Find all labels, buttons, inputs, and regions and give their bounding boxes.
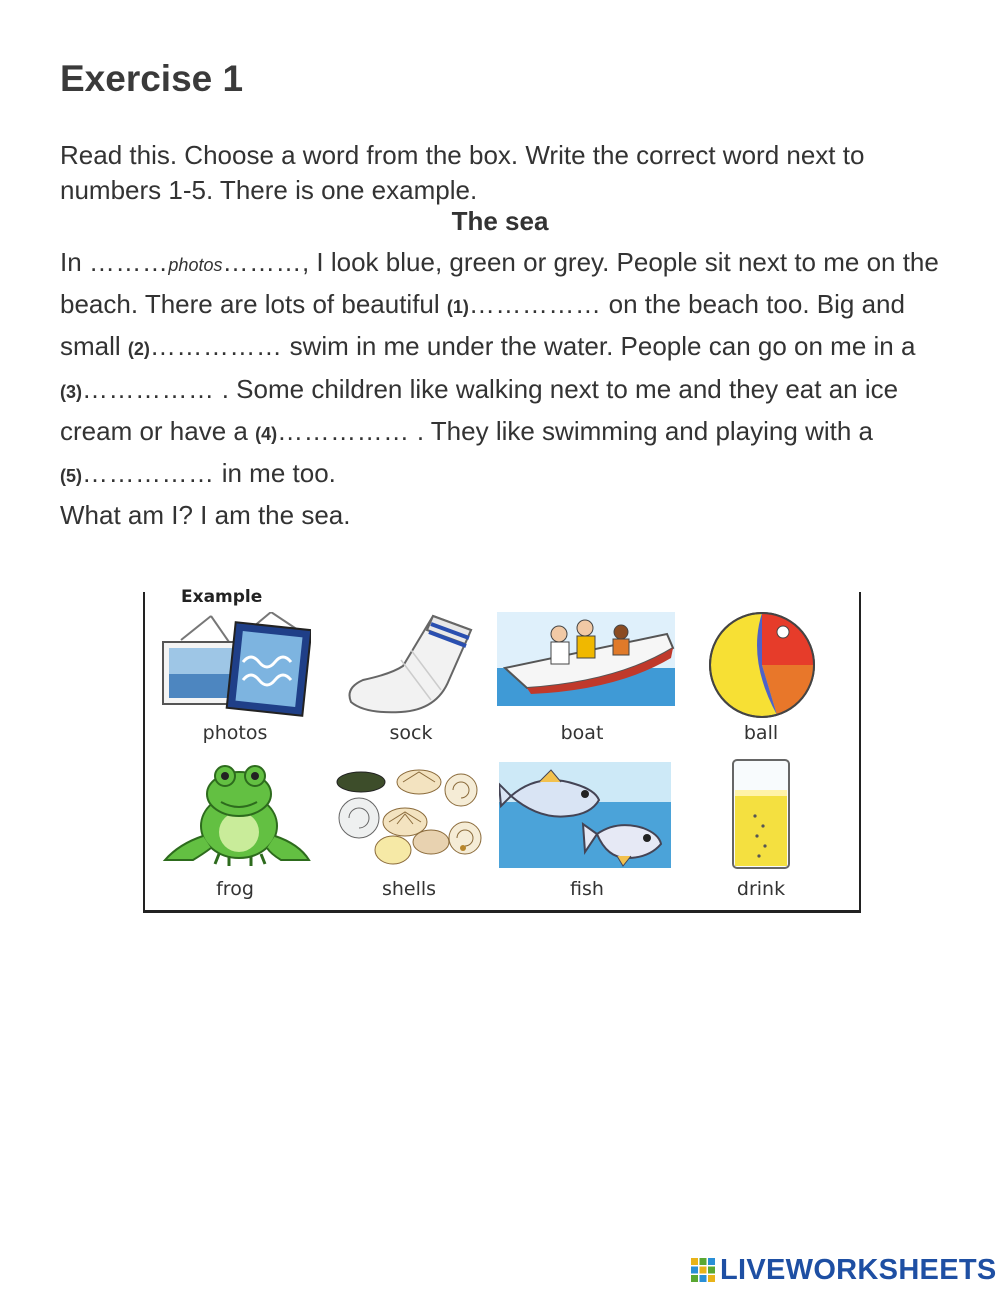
- exercise-title: Exercise 1: [60, 58, 244, 99]
- brand-logo: [690, 1253, 997, 1287]
- passage-text: on the beach too. Big and small: [60, 289, 905, 362]
- blank-number-3: (3): [60, 381, 82, 402]
- drink-picture: [729, 756, 793, 872]
- blank-number-2: (2): [127, 339, 150, 360]
- word-photos: photos: [202, 722, 268, 744]
- passage-text: . They like swimming and playing with a: [409, 415, 873, 446]
- answer-blank-1[interactable]: ……………: [468, 289, 602, 320]
- word-fish: fish: [570, 878, 604, 900]
- liveworksheets-logo-icon: [690, 1257, 716, 1283]
- word-frog: frog: [216, 878, 254, 900]
- ball-picture: [707, 610, 817, 720]
- word-drink: drink: [736, 878, 786, 900]
- example-dots-left: ………: [88, 247, 169, 277]
- word-ball: ball: [743, 722, 779, 744]
- answer-blank-2[interactable]: ……………: [149, 331, 283, 362]
- photos-picture: [159, 612, 311, 718]
- passage-text: In: [60, 247, 89, 277]
- blank-number-1: (1): [446, 297, 469, 318]
- story-title: The sea: [451, 206, 549, 236]
- answer-blank-3[interactable]: ……………: [82, 373, 215, 404]
- passage: [60, 243, 960, 535]
- word-box-label: Example: [181, 587, 263, 607]
- fish-picture: [499, 762, 671, 868]
- blank-number-4: (4): [255, 423, 278, 444]
- frog-picture: [159, 764, 313, 870]
- brand-name: LIVEWORKSHEETS: [720, 1253, 997, 1286]
- passage-text: swim in me under the water. People can go on me in a: [282, 331, 916, 362]
- instructions: Read this. Choose a word from the box. Write the correct word next to numbers 1-5. There is one example.: [60, 140, 865, 205]
- example-dots-right: ………: [222, 247, 302, 277]
- passage-text: in me too.: [214, 458, 336, 489]
- word-shells: shells: [381, 878, 437, 900]
- boat-picture: [497, 612, 675, 706]
- word-box: [143, 587, 861, 913]
- sock-picture: [341, 610, 481, 718]
- shells-picture: [333, 768, 485, 868]
- answer-blank-4[interactable]: ……………: [277, 415, 410, 446]
- passage-text: , I look blue, green or grey. People sit next to me on the beach. There are lots of beautiful: [60, 247, 939, 320]
- passage-text: . Some children like walking next to me and they eat an ice cream or have a: [60, 373, 899, 446]
- passage-closing: What am I? I am the sea.: [60, 500, 351, 531]
- word-boat: boat: [560, 722, 604, 744]
- example-answer: photos: [168, 255, 223, 275]
- blank-number-5: (5): [60, 466, 82, 487]
- answer-blank-5[interactable]: ……………: [82, 458, 215, 489]
- word-sock: sock: [389, 722, 433, 744]
